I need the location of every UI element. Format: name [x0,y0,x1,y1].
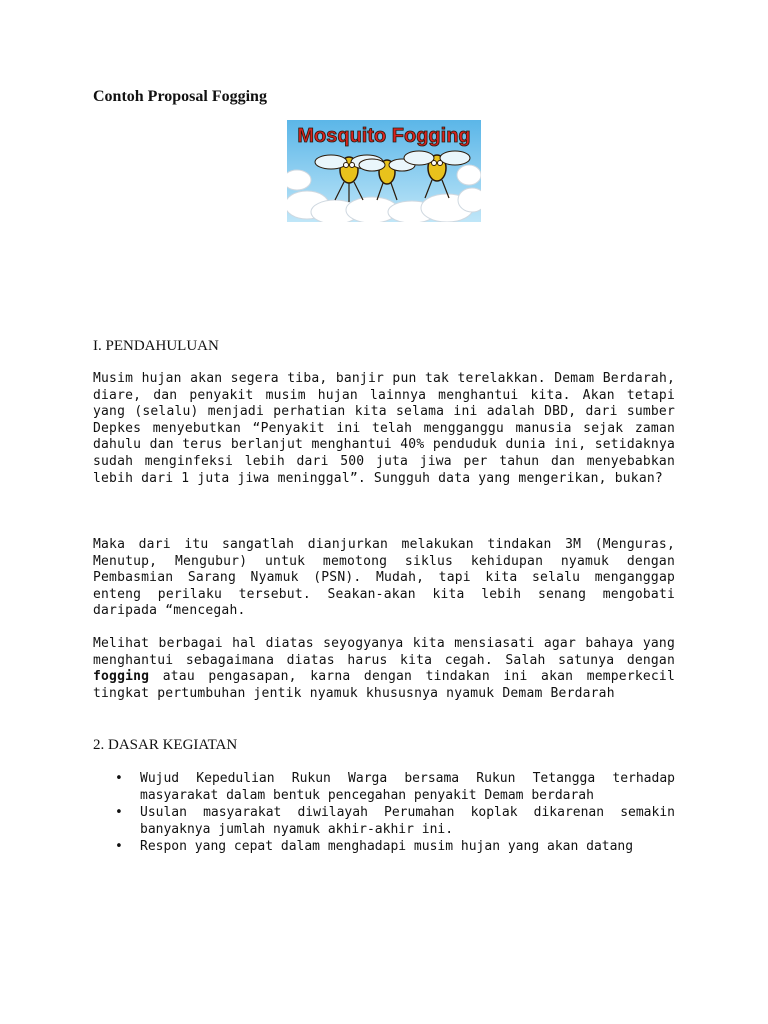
document-title: Contoh Proposal Fogging [93,88,267,105]
list-item [112,839,675,856]
fogging-keyword: fogging [93,669,150,685]
list-item-text: Wujud Kepedulian Rukun Warga bersama Rukun Tetangga terhadap masyarakat dalam bentuk pencegahan penyakit Demam berdarah [140,771,675,803]
list-item [112,771,675,804]
section-heading-pendahuluan: I. PENDAHULUAN [93,338,219,354]
list-item-text: Respon yang cepat dalam menghadapi musim hujan yang akan datang [140,839,634,855]
banner-title: Mosquito Fogging [297,125,471,147]
bullet-icon: • [115,839,123,855]
list-item-text: Usulan masyarakat diwilayah Perumahan koplak dikarenan semakin banyaknya jumlah nyamuk akhir-akhir ini. [140,805,675,837]
paragraph-3 [93,636,675,702]
dasar-kegiatan-list [112,771,675,857]
paragraph-3-before: Melihat berbagai hal diatas seyogyanya kita mensiasati agar bahaya yang menghantui sebagaimana diatas harus kita cegah. Salah satunya dengan [93,636,675,668]
paragraph-1: Musim hujan akan segera tiba, banjir pun tak terelakkan. Demam Berdarah, diare, dan penyakit musim hujan lainnya menghantui kita. Akan tetapi yang (selalu) menjadi perhatian kita selama ini adalah DBD, dari sumber Depkes menyebutkan “Penyakit ini telah mengganggu manusia sejak zaman dahulu dan terus berlanjut menghantui 40% penduduk dunia ini, setidaknya sudah menginfeksi lebih dari 500 juta jiwa per tahun dan menyebabkan lebih dari 1 juta jiwa meninggal”. Sungguh data yang mengerikan, bukan? [93,371,675,486]
bullet-icon: • [115,805,123,821]
section-heading-dasar-kegiatan: 2. DASAR KEGIATAN [93,737,238,753]
bullet-icon: • [115,771,123,786]
paragraph-3-after: atau pengasapan, karna dengan tindakan ini akan memperkecil tingkat pertumbuhan jentik nyamuk khususnya nyamuk Demam Berdarah [93,669,675,701]
paragraph-2: Maka dari itu sangatlah dianjurkan melakukan tindakan 3M (Menguras, Menutup, Mengubur) untuk memotong siklus kehidupan nyamuk dengan Pembasmian Sarang Nyamuk (PSN). Mudah, tapi kita selalu menganggap enteng perilaku tersebut. Seakan-akan kita lebih senang mengobati daripada “mencegah. [93,537,675,619]
list-item [112,805,675,838]
mosquito-fogging-banner [287,120,481,222]
